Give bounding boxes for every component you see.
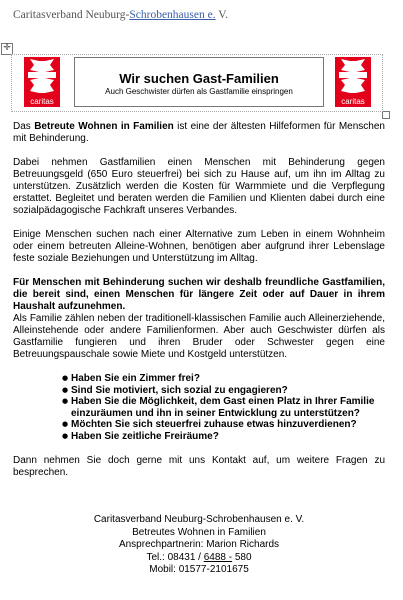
contact-program: Betreutes Wohnen in Familien — [132, 526, 266, 538]
intro-text: Das — [13, 121, 35, 132]
list-item: ● Haben Sie ein Zimmer frei? — [62, 373, 385, 385]
banner-table — [11, 54, 383, 112]
contact-block — [13, 514, 385, 577]
caritas-logo-text: caritas — [30, 97, 54, 106]
paragraph-care-details: Dabei nehmen Gastfamilien einen Menschen mit Behinderung gegen Betreuungsgeld (650 Euro steuerfrei) bei sich zu Hause auf, um ihn im Alltag zu unterstützen. Zusätzlich werden die Kosten für Warmmiete und die Verpflegung erstattet. Begleitet und beraten werden die Familien und Klienten dabei durch eine sozialpädagogische Fachkraft unseres Verbandes. — [13, 157, 385, 216]
list-item: ● Möchten Sie sich steuerfrei zuhause etwas hinzuverdienen? — [62, 419, 385, 431]
caritas-flame-cross-icon — [335, 57, 371, 97]
contact-org: Caritasverband Neuburg-Schrobenhausen e. V. — [93, 514, 305, 525]
header-text-end: V. — [215, 9, 228, 21]
caritas-logo-left — [24, 57, 60, 107]
move-handle-icon[interactable]: ✛ — [1, 43, 13, 55]
paragraph-alternatives: Einige Menschen suchen nach einer Alternative zum Leben in einem Wohnheim oder einem betreuten Alleine-Wohnen, benötigen aber aufgrund ihrer Lebenslage feste soziale Beziehungen und Unterstützung im Alltag. — [13, 229, 385, 264]
document-header — [13, 9, 228, 21]
list-item: ● Haben Sie zeitliche Freiräume? — [62, 431, 385, 443]
document-body — [13, 121, 385, 491]
paragraph-call-to-action: Für Menschen mit Behinderung suchen wir deshalb freundliche Gastfamilien, die bereit sind, einen Menschen für längere Zeit oder auf Dauer in ihrem Haushalt aufzunehmen. — [13, 277, 385, 312]
banner-title: Wir suchen Gast-Familien — [119, 71, 279, 86]
contact-person: Ansprechpartnerin: Marion Richards — [118, 539, 280, 550]
intro-bold-text: Betreute Wohnen in Familien — [34, 121, 174, 132]
list-item: ● Sind Sie motiviert, sich sozial zu engagieren? — [62, 385, 385, 397]
banner-title-box — [74, 57, 324, 107]
header-underlined-text: Schrobenhausen e. — [129, 9, 216, 21]
phone-suffix: 580 — [232, 551, 252, 563]
resize-handle-icon[interactable] — [382, 111, 390, 119]
paragraph-family-forms: Als Familie zählen neben der traditionell-klassischen Familie auch Alleinerziehende, Alleinstehende oder andere Familienformen. Aber auch Geschwister dürfen als Gastfamilie fungieren und ihren Bruder oder Schwester gegen eine Betreuungspauschale sowie Miete und Kostgeld unterstützen. — [13, 313, 385, 360]
caritas-logo-text: caritas — [341, 97, 365, 106]
paragraph-closing: Dann nehmen Sie doch gerne mit uns Kontakt auf, um weitere Fragen zu besprechen. — [13, 455, 385, 478]
paragraph-intro — [13, 121, 385, 145]
contact-phone — [13, 552, 385, 565]
phone-underlined: 6488 - — [203, 551, 233, 563]
caritas-logo-right — [335, 57, 371, 107]
phone-prefix: Tel.: 08431 / — [146, 551, 204, 563]
contact-mobile: Mobil: 01577-2101675 — [149, 564, 249, 575]
question-list — [13, 373, 385, 442]
intro-text-end: ist eine der ältesten Hilfeformen für Menschen mit Behinderung. — [13, 121, 385, 144]
list-item: ● Haben Sie die Möglichkeit, dem Gast einen Platz in Ihrer Familie einzuräumen und ihn in seiner Entwicklung zu unterstützen? — [62, 396, 385, 419]
header-text: Caritasverband Neuburg- — [13, 9, 130, 21]
caritas-flame-cross-icon — [24, 57, 60, 97]
banner-subtitle: Auch Geschwister dürfen als Gastfamilie einspringen — [105, 87, 293, 96]
